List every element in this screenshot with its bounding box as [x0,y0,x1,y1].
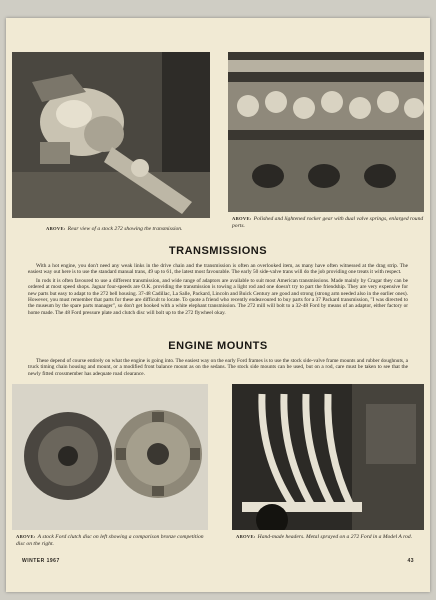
engine-mounts-text: These depend of course entirely on what the engine is going into. The easiest way on the early Ford frames is to use the stock side-valve frame mounts and rubber doughnuts, a truck timing chain housing and mount, or a modified front balance mount as on the sedans. The stock side mounts can be used, but on a rod, care must be taken to see that the newly fitted crossmember has adequate road clearance. [28,358,408,377]
engine-mounts-heading: ENGINE MOUNTS [168,340,268,352]
engine-transmission-photo [12,52,210,218]
transmissions-heading: TRANSMISSIONS [168,245,268,257]
caption-headers: ABOVE: Hand-made headers. Metal sprayed on a 272 Ford in a Model A rod. [236,534,413,540]
transmissions-text: With a hot engine, you don't need any weak links in the drive chain and the transmission is often an overlooked item, as many have often witnessed at the drag strip. The easiest way out here is to use the standard manual trans, 49 up to 61, the latest most favourable. The early 50 side-valve trans will do the job providing one treats it with respect. In rods it is often favoured to use a different transmission, and wide range of adaptors are available to suit most American transmissions. Made mainly by Cragar they can be ordered at most speed shops. Jaguar four-speeds are O.K. providing the transmission is towing a light rod and one doesn't try to part the friendship. They are very expensive for new parts but easy to adapt to the 272 bell housing. 37-48 Cadillac, La Salle, Packard, Lincoln and Buick Century are good and strong (strong arm needed also in the earlier ones). However, you must remember that parts for these are difficult to locate. To quote a friend who recently endeavoured to buy parts for a 37 Packard transmission, "I was directed to the museum by the spare parts manager", so don't get hooked with a white elephant transmission. The 272 mill will bolt to a 32-48 Ford by means of an adaptor, either factory or home made. The 48 Ford pressure plate and clutch disc will bolt up to the 272 flywheel okay. [28,263,408,316]
issue-date: WINTER 1967 [22,558,60,564]
magazine-page [6,18,430,592]
clutch-disc-photo [12,384,208,530]
caption-rocker-gear: ABOVE: Polished and lightened rocker gear with dual valve springs, enlarged round ports. [232,216,424,229]
rocker-gear-photo [228,52,424,212]
page-number: 43 [407,558,414,564]
headers-photo [232,384,424,530]
caption-clutch-disc: ABOVE: A stock Ford clutch disc on left showing a comparison bronze competition disc on the right. [16,534,204,547]
caption-rear-view: ABOVE: Rear view of a stock 272 showing the transmission. [46,226,183,232]
